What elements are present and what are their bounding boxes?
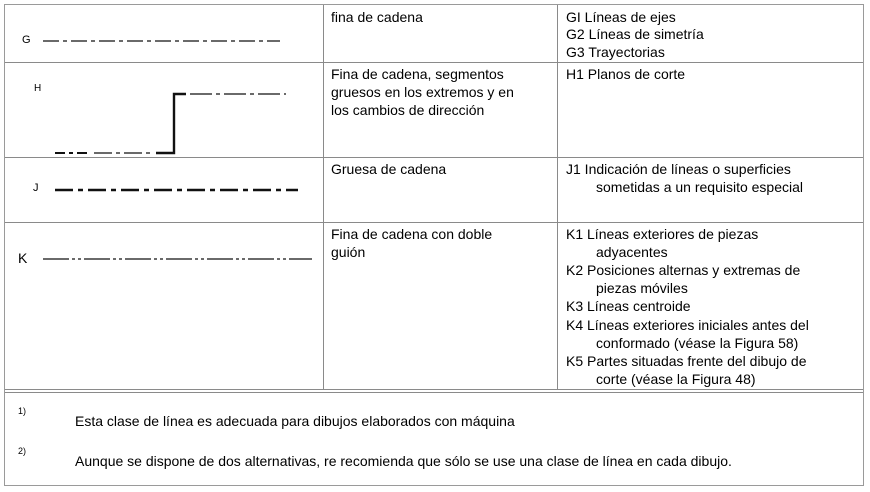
- footnote-1-text: Esta clase de línea es adecuada para dibujos elaborados con máquina: [75, 413, 515, 429]
- application-h1: H1 Planos de corte: [566, 66, 686, 82]
- application-j1-line1: J1 Indicación de líneas o superficies: [566, 161, 791, 177]
- application-k4-line1: K4 Líneas exteriores iniciales antes del: [566, 317, 809, 333]
- line-code-j: J: [33, 182, 39, 194]
- footnote-1-mark: 1): [18, 406, 27, 416]
- description-g-line1: fina de cadena: [331, 9, 423, 25]
- application-k4-line2: conformado (véase la Figura 58): [596, 335, 799, 351]
- sample-line-h: [55, 94, 286, 153]
- application-k1-line2: adyacentes: [596, 244, 668, 260]
- application-k2-line1: K2 Posiciones alternas y extremas de: [566, 262, 801, 278]
- description-j-line1: Gruesa de cadena: [331, 161, 447, 177]
- line-code-g: G: [22, 34, 31, 46]
- application-g3: G3 Trayectorias: [566, 44, 665, 60]
- application-g2: G2 Líneas de simetría: [566, 26, 704, 42]
- application-k5-line2: corte (véase la Figura 48): [596, 371, 756, 387]
- application-j1-line2: sometidas a un requisito especial: [596, 179, 804, 195]
- application-k5-line1: K5 Partes situadas frente del dibujo de: [566, 353, 807, 369]
- application-g1: GI Líneas de ejes: [566, 9, 676, 25]
- description-k-line2: guión: [331, 244, 366, 260]
- application-k3: K3 Líneas centroide: [566, 298, 691, 314]
- application-k2-line2: piezas móviles: [596, 280, 688, 296]
- description-h-line1: Fina de cadena, segmentos: [331, 66, 504, 82]
- description-h-line2: gruesos en los extremos y en: [331, 84, 514, 100]
- description-h-line3: los cambios de dirección: [331, 102, 485, 118]
- line-code-k: K: [18, 250, 28, 266]
- application-k1-line1: K1 Líneas exteriores de piezas: [566, 226, 759, 242]
- description-k-line1: Fina de cadena con doble: [331, 226, 493, 242]
- footnote-2-text: Aunque se dispone de dos alternativas, re recomienda que sólo se use una clase de línea en cada dibujo.: [75, 453, 732, 469]
- footnote-2-mark: 2): [18, 446, 27, 456]
- line-code-h: H: [34, 83, 42, 94]
